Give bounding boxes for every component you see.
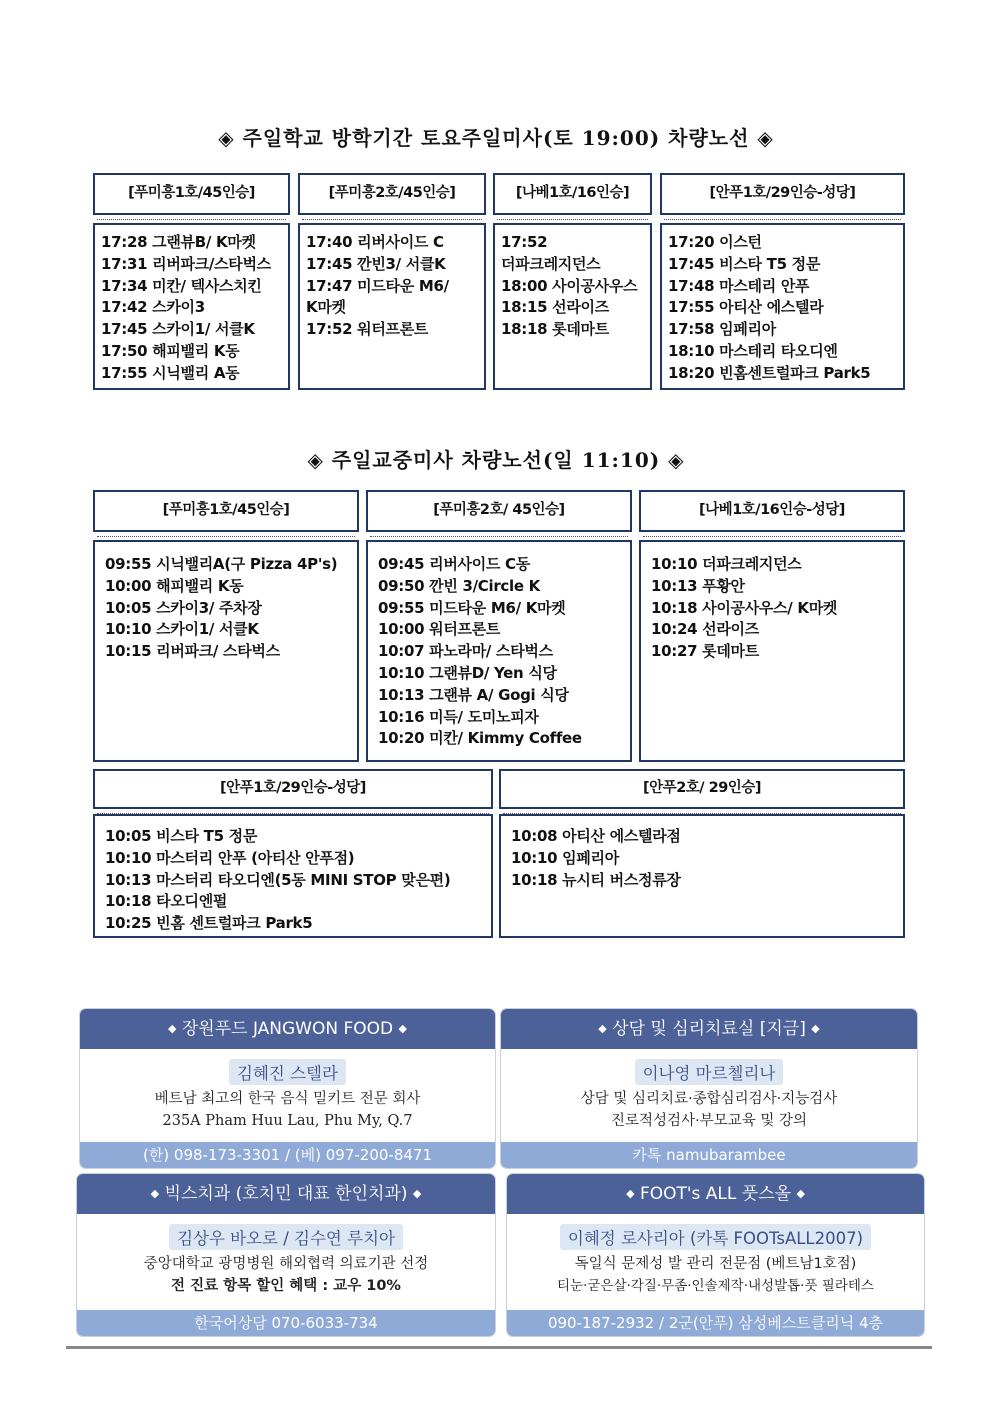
ad-line: 티눈·굳은살·각질·무좀·인솔제작·내성발톱·풋 필라테스 — [557, 1278, 874, 1294]
stop: 10:13 푸황안 — [651, 576, 745, 595]
sat-route-stops-3 — [493, 223, 652, 390]
sat-route-stops-4 — [660, 223, 905, 390]
ad-line: 진로적성검사·부모교육 및 강의 — [611, 1113, 807, 1129]
diamond-icon: ◆ — [167, 1022, 177, 1035]
stop: 17:45 깐빈3/ 서클K — [306, 254, 446, 273]
stop: 10:25 빈홈 센트럴파크 Park5 — [105, 914, 313, 933]
sun-route-stops-5 — [499, 814, 905, 938]
stop: 17:47 미드타운 M6/ — [306, 276, 449, 295]
saturday-title: ◈ 주일학교 방학기간 토요주일미사(토 19:00) 차량노선 ◈ — [218, 126, 774, 150]
ad-line: 중앙대학교 광명병원 해외협력 의료기관 선정 — [143, 1256, 429, 1272]
stop: 17:48 마스테리 안푸 — [668, 276, 810, 295]
stop: 18:00 사이공사우스 — [501, 276, 638, 295]
diamond-icon: ◆ — [398, 1022, 408, 1035]
stop: 10:20 미칸/ Kimmy Coffee — [378, 729, 582, 748]
ad-counseling — [501, 1009, 917, 1168]
stop: 17:55 아티산 에스텔라 — [668, 298, 824, 317]
stop: 10:18 뉴시티 버스정류장 — [511, 870, 681, 889]
ad-footer: 한국어상담 070-6033-734 — [77, 1310, 495, 1336]
sun-route-header-5: [안푸2호/ 29인승] — [499, 769, 905, 809]
stop: K마켓 — [306, 298, 346, 317]
ad-foots-all — [507, 1174, 924, 1336]
ad-footer: 090-187-2932 / 2군(안푸) 삼성베스트클리닉 4층 — [507, 1310, 924, 1336]
stop: 10:05 스카이3/ 주차장 — [105, 598, 262, 617]
stop: 17:34 미칸/ 텍사스치킨 — [101, 276, 262, 295]
sat-route-header-2: [푸미흥2호/45인승] — [298, 173, 486, 215]
stop: 10:15 리버파크/ 스타벅스 — [105, 642, 280, 661]
sun-route-header-4: [안푸1호/29인승-성당] — [93, 769, 493, 809]
stop: 18:20 빈홈센트럴파크 Park5 — [668, 363, 871, 382]
stop: 17:55 시닉밸리 A동 — [101, 363, 240, 382]
sun-route-stops-2 — [366, 540, 632, 762]
ad-line: 235A Pham Huu Lau, Phu My, Q.7 — [162, 1113, 413, 1129]
sat-route-stops-1 — [93, 223, 290, 390]
ad-jangwon-food — [80, 1009, 495, 1168]
stop: 09:45 리버사이드 C동 — [378, 555, 530, 573]
stop: 17:42 스카이3 — [101, 298, 205, 317]
bottom-divider — [66, 1346, 932, 1349]
stop: 18:18 롯데마트 — [501, 320, 609, 339]
diamond-icon: ◆ — [598, 1022, 607, 1035]
stop: 17:28 그랜뷰B/ K마켓 — [101, 233, 256, 251]
stop: 17:40 리버사이드 C — [306, 233, 444, 251]
stop: 17:50 해피밸리 K동 — [101, 341, 240, 360]
ad-contact-name: 김상우 바오로 / 김수연 루치아 — [169, 1224, 403, 1250]
ad-contact-name: 이나영 마르첼리나 — [635, 1059, 784, 1085]
ad-bix-dental — [77, 1174, 495, 1336]
ad-title: FOOT's ALL 풋스올 — [639, 1184, 792, 1204]
sun-route-header-1: [푸미흥1호/45인승] — [93, 490, 359, 532]
stop: 10:10 임페리아 — [511, 848, 619, 867]
sun-route-stops-3 — [639, 540, 905, 762]
stop: 10:10 더파크레지던스 — [651, 555, 802, 573]
sat-route-header-3: [나베1호/16인승] — [493, 173, 652, 215]
stop: 10:00 워터프론트 — [378, 620, 501, 639]
sun-route-stops-4 — [93, 814, 493, 938]
stop: 10:10 스카이1/ 서클K — [105, 620, 259, 639]
sunday-title: ◈ 주일교중미사 차량노선(일 11:10) ◈ — [307, 448, 685, 472]
stop: 10:18 타오디엔펄 — [105, 892, 228, 911]
stop: 10:05 비스타 T5 정문 — [105, 827, 258, 845]
stop: 10:08 아티산 에스텔라점 — [511, 827, 681, 845]
stop: 10:00 해피밸리 K동 — [105, 576, 244, 595]
ad-line: 전 진료 항목 할인 혜택 : 교우 10% — [171, 1278, 401, 1294]
stop: 17:52 — [501, 233, 548, 251]
stop: 18:15 선라이즈 — [501, 298, 609, 317]
stop: 10:10 그랜뷰D/ Yen 식당 — [378, 663, 557, 682]
stop: 17:45 스카이1/ 서클K — [101, 320, 255, 339]
stop: 10:13 그랜뷰 A/ Gogi 식당 — [378, 685, 569, 704]
diamond-icon: ◆ — [811, 1022, 820, 1035]
sun-route-stops-1 — [93, 540, 359, 762]
ad-line: 독일식 문제성 발 관리 전문점 (베트남1호점) — [574, 1256, 857, 1272]
ad-line: 상담 및 심리치료·종합심리검사·지능검사 — [580, 1091, 838, 1107]
diamond-icon: ◆ — [150, 1187, 160, 1200]
stop: 09:55 미드타운 M6/ K마켓 — [378, 598, 566, 617]
stop: 09:50 깐빈 3/Circle K — [378, 576, 540, 595]
stop: 10:16 미득/ 도미노피자 — [378, 707, 539, 726]
sun-route-header-3: [나베1호/16인승-성당] — [639, 490, 905, 532]
stop: 18:10 마스테리 타오디엔 — [668, 341, 838, 360]
sun-route-header-2: [푸미흥2호/ 45인승] — [366, 490, 632, 532]
ad-title: 상담 및 심리치료실 [지금] — [612, 1019, 806, 1039]
stop: 10:10 마스터리 안푸 (아티산 안푸점) — [105, 848, 355, 867]
sat-route-header-1: [푸미흥1호/45인승] — [93, 173, 290, 215]
sat-route-header-4: [안푸1호/29인승-성당] — [660, 173, 905, 215]
stop: 17:20 이스턴 — [668, 233, 762, 251]
stop: 17:31 리버파크/스타벅스 — [101, 254, 271, 273]
stop: 10:24 선라이즈 — [651, 620, 759, 639]
sat-route-stops-2 — [298, 223, 486, 390]
ad-contact-name: 이혜정 로사리아 (카톡 FOOTsALL2007) — [560, 1224, 871, 1250]
ad-line: 베트남 최고의 한국 음식 밀키트 전문 회사 — [154, 1091, 421, 1107]
ad-title: 장원푸드 JANGWON FOOD — [181, 1019, 394, 1039]
stop: 10:27 롯데마트 — [651, 642, 759, 661]
stop: 17:58 임페리아 — [668, 320, 776, 339]
ad-footer: (한) 098-173-3301 / (베) 097-200-8471 — [80, 1142, 495, 1168]
diamond-icon: ◆ — [796, 1187, 805, 1200]
ad-title: 빅스치과 (호치민 대표 한인치과) — [164, 1184, 408, 1204]
diamond-icon: ◆ — [412, 1187, 422, 1200]
stop: 10:07 파노라마/ 스타벅스 — [378, 642, 553, 661]
stop: 더파크레지던스 — [501, 254, 601, 273]
diamond-icon: ◆ — [626, 1187, 635, 1200]
stop: 10:18 사이공사우스/ K마켓 — [651, 598, 838, 617]
stop: 17:52 워터프론트 — [306, 320, 429, 339]
ad-footer: 카톡 namubarambee — [501, 1142, 917, 1168]
stop: 17:45 비스타 T5 정문 — [668, 254, 821, 273]
ad-contact-name: 김혜진 스텔라 — [229, 1059, 346, 1085]
stop: 10:13 마스터리 타오디엔(5동 MINI STOP 맞은편) — [105, 870, 451, 889]
stop: 09:55 시닉밸리A(구 Pizza 4P's) — [105, 555, 338, 573]
